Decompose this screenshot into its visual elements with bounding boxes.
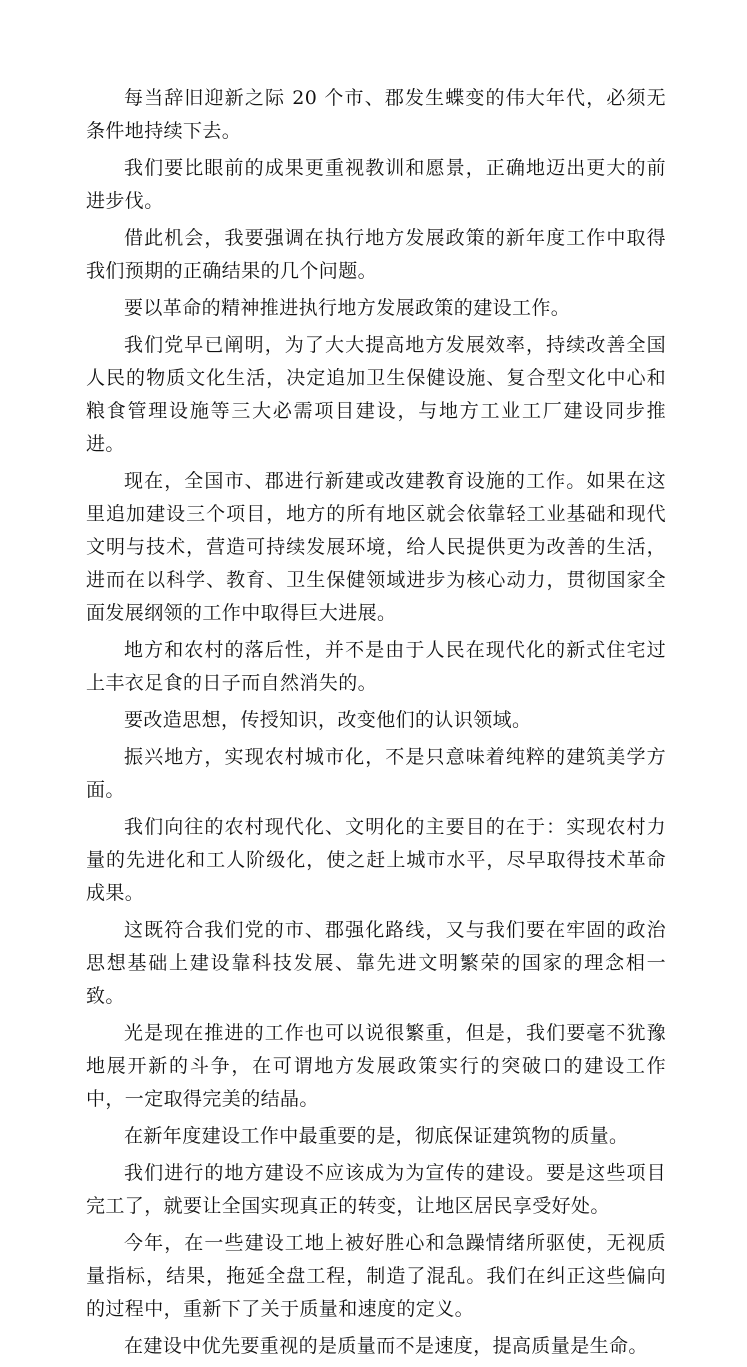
paragraph: 这既符合我们党的市、郡强化路线，又与我们要在牢固的政治思想基础上建设靠科技发展、靠先进文明繁荣的国家的理念相一致。: [86, 919, 666, 1007]
paragraph: 在建设中优先要重视的是质量而不是速度，提高质量是生命。: [124, 1335, 648, 1357]
paragraph: 要以革命的精神推进执行地方发展政策的建设工作。: [124, 297, 571, 319]
paragraph: 光是现在推进的工作也可以说很繁重，但是，我们要毫不犹豫地展开新的斗争，在可谓地方发展政策实行的突破口的建设工作中，一定取得完美的结晶。: [86, 1022, 666, 1110]
paragraph: 现在，全国市、郡进行新建或改建教育设施的工作。如果在这里追加建设三个项目，地方的所有地区就会依靠轻工业基础和现代文明与技术，营造可持续发展环境，给人民提供更为改善的生活，进而在以科学、教育、卫生保健领域进步为核心动力，贯彻国家全面发展纲领的工作中取得巨大进展。: [86, 470, 666, 624]
document-body: [86, 82, 666, 1367]
paragraph: 我们党早已阐明，为了大大提高地方发展效率，持续改善全国人民的物质文化生活，决定追加卫生保健设施、复合型文化中心和粮食管理设施等三大必需项目建设，与地方工业工厂建设同步推进。: [86, 334, 666, 455]
paragraph: 我们进行的地方建设不应该成为为宣传的建设。要是这些项目完工了，就要让全国实现真正的转变，让地区居民享受好处。: [86, 1162, 666, 1217]
paragraph: 振兴地方，实现农村城市化，不是只意味着纯粹的建筑美学方面。: [86, 746, 666, 801]
paragraph: 借此机会，我要强调在执行地方发展政策的新年度工作中取得我们预期的正确结果的几个问题。: [86, 227, 666, 282]
paragraph: 我们要比眼前的成果更重视教训和愿景，正确地迈出更大的前进步伐。: [86, 157, 666, 212]
paragraph: 地方和农村的落后性，并不是由于人民在现代化的新式住宅过上丰衣足食的日子而自然消失的。: [86, 639, 666, 694]
paragraph: 要改造思想，传授知识，改变他们的认识领域。: [124, 709, 532, 731]
paragraph: 每当辞旧迎新之际 20 个市、郡发生蝶变的伟大年代，必须无条件地持续下去。: [86, 87, 666, 142]
paragraph: 在新年度建设工作中最重要的是，彻底保证建筑物的质量。: [124, 1125, 629, 1147]
paragraph: 今年，在一些建设工地上被好胜心和急躁情绪所驱使，无视质量指标，结果，拖延全盘工程，制造了混乱。我们在纠正这些偏向的过程中，重新下了关于质量和速度的定义。: [86, 1232, 666, 1320]
paragraph: 我们向往的农村现代化、文明化的主要目的在于：实现农村力量的先进化和工人阶级化，使之赶上城市水平，尽早取得技术革命成果。: [86, 816, 666, 904]
